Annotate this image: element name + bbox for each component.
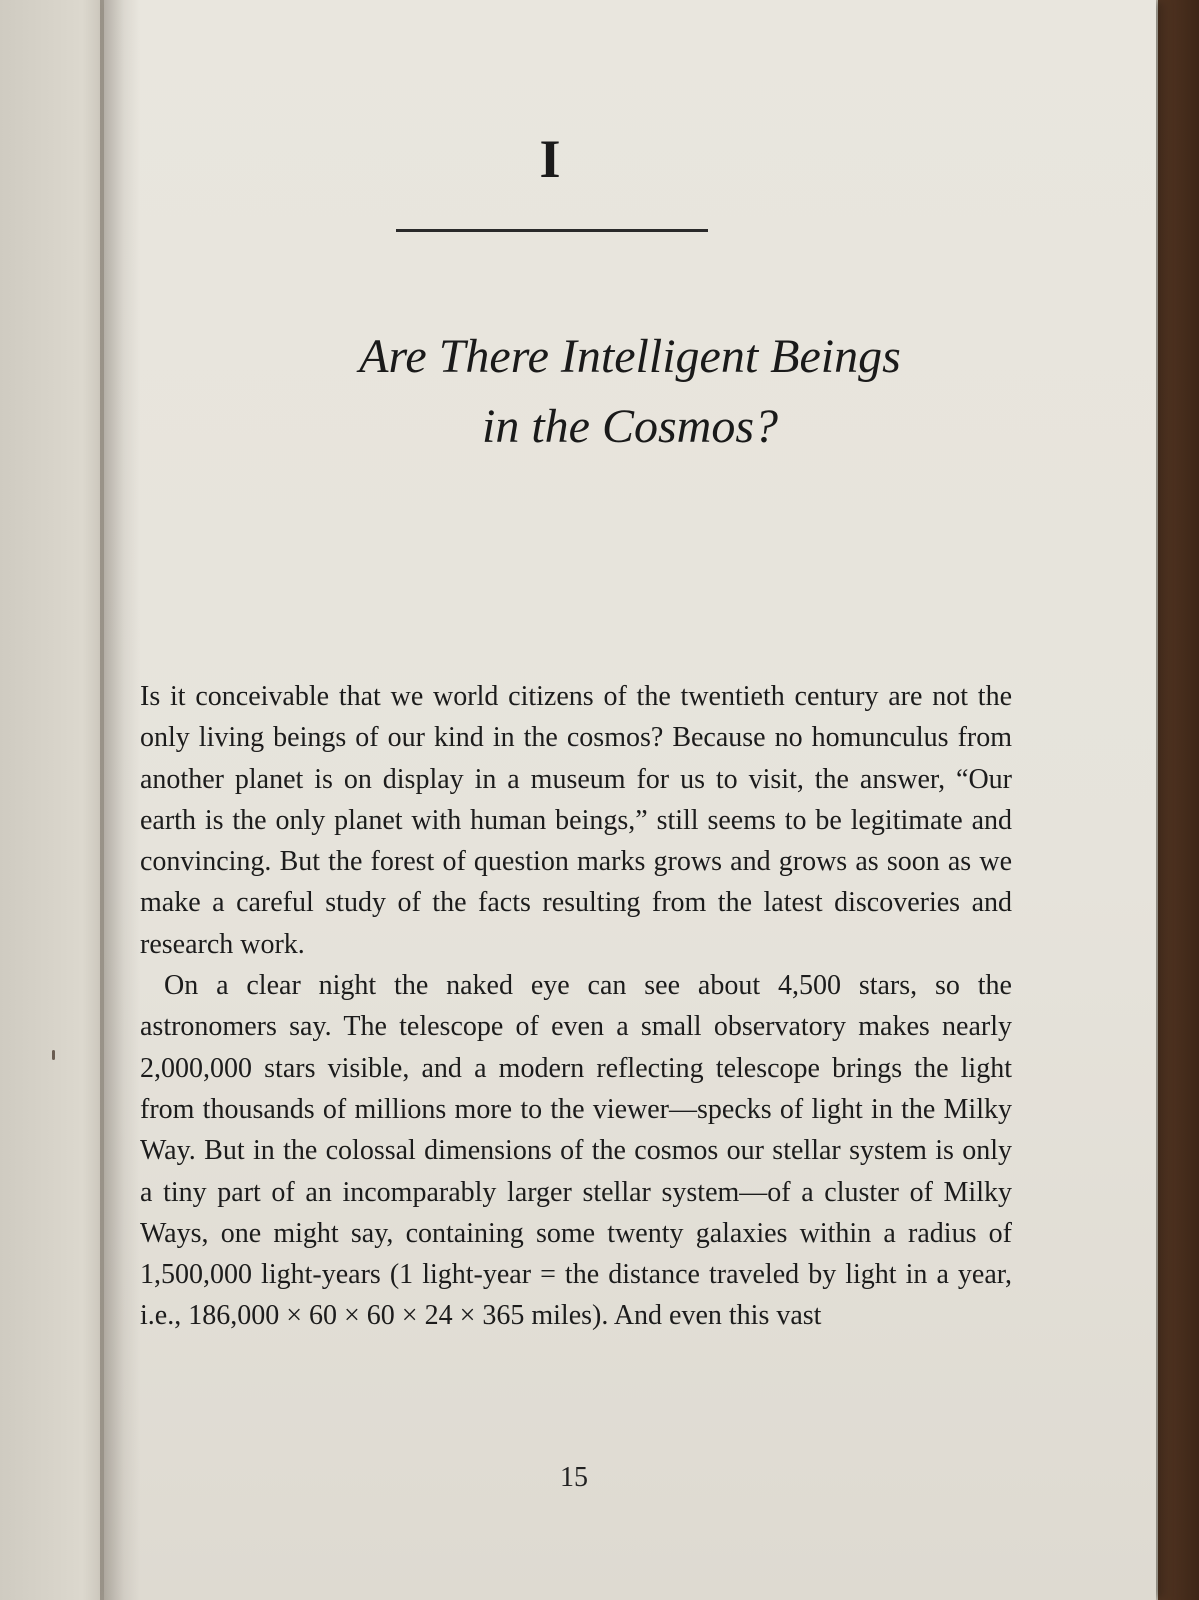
paragraph-2: On a clear night the naked eye can see about 4,500 stars, so the astronomers say. The telescope of even a small observatory makes nearly 2,000,000 stars visible, and a modern reflecting telescope brings the light from thousands of millions more to the viewer—specks of light in the Milky Way. But in the colossal dimensions of the cosmos our stellar system is only a tiny part of an incomparably larger stellar system—of a cluster of Milky Ways, one might say, containing some twenty galaxies within a radius of 1,500,000 light-years (1 light-year = the distance traveled by light in a year, i.e., 186,000 × 60 × 60 × 24 × 365 miles). And even this vast	[140, 970, 1012, 1332]
book-gutter-shadow	[100, 0, 140, 1600]
chapter-title-line-2: in the Cosmos?	[481, 400, 778, 453]
chapter-title	[150, 322, 1110, 462]
pencil-mark	[52, 1050, 55, 1060]
chapter-divider-rule	[396, 229, 708, 232]
chapter-title-line-1: Are There Intelligent Beings	[359, 330, 901, 383]
body-text	[140, 676, 1012, 1337]
page-number: 15	[560, 1462, 588, 1493]
chapter-number: I	[539, 129, 561, 189]
paragraph-1: Is it conceivable that we world citizens of the twentieth century are not the only living beings of our kind in the cosmos? Because no homunculus from another planet is on display in a museum for us to visit, the answer, “Our earth is the only planet with human beings,” still seems to be legitimate and convincing. But the forest of question marks grows and grows as soon as we make a careful study of the facts resulting from the latest discoveries and research work.	[140, 681, 1012, 960]
